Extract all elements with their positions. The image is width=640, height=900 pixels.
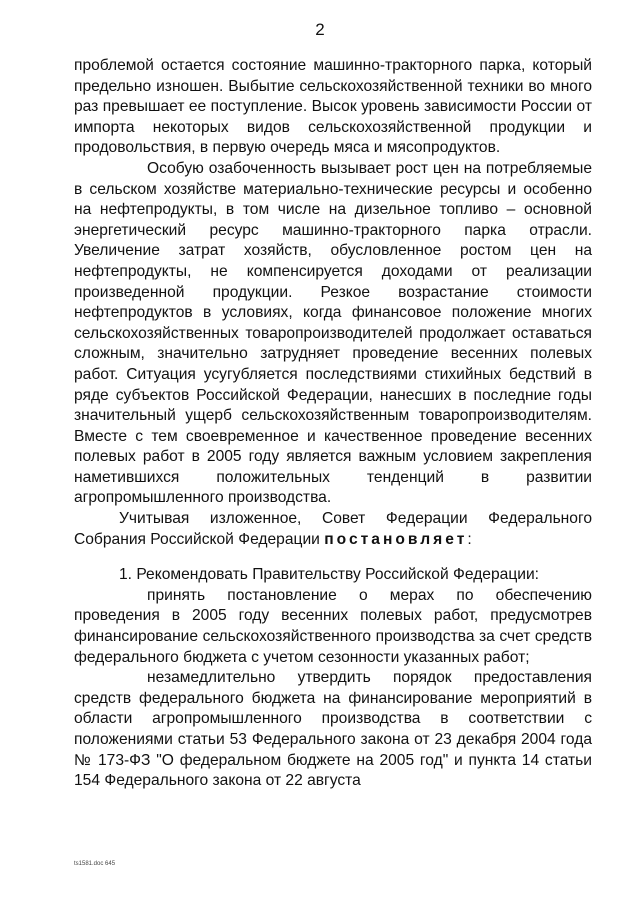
document-body bbox=[74, 56, 592, 792]
paragraph-machinery: проблемой остается состояние машинно-тракторного парка, который предельно изношен. Выбытие сельскохозяйственной техники во много раз превышает ее поступление. Высок уровень зависимости России от импорта некоторых видов сельскохозяйственной продукции и продовольствия, в первую очередь мяса и мясопродуктов. bbox=[74, 57, 592, 157]
recommendation-heading: 1. Рекомендовать Правительству Российской Федерации: bbox=[119, 566, 540, 584]
recommendation-item: незамедлительно утвердить порядок предоставления средств федерального бюджета на финансирование мероприятий в области агропромышленного производства в соответствии с положениями статьи 53 Федерального закона от 23 декабря 2004 года № 173-ФЗ "О федеральном бюджете на 2005 год" и пункта 14 статьи 154 Федерального закона от 22 августа bbox=[74, 669, 592, 790]
paragraph-fuel-prices: Особую озабоченность вызывает рост цен на потребляемые в сельском хозяйстве материально-технические ресурсы и особенно на нефтепродукты, в том числе на дизельное топливо – основной энергетический ресурс машинно-тракторного парка отрасли. Увеличение затрат хозяйств, обусловленное ростом цен на нефтепродукты, не компенсируется доходами от реализации произведенной продукции. Резкое возрастание стоимости нефтепродуктов в условиях, когда финансовое положение многих сельскохозяйственных товаропроизводителей продолжает оставаться сложным, значительно затрудняет проведение весенних полевых работ. Ситуация усугубляется последствиями стихийных бедствий в ряде субъектов Российской Федерации, нанесших в последние годы значительный ущерб сельскохозяйственным товаропроизводителям. Вместе с тем своевременное и качественное проведение весенних полевых работ в 2005 году является важным условием закрепления наметившихся положительных тенденций в развитии агропромышленного производства. bbox=[74, 159, 592, 507]
resolution-emphasis: постановляет bbox=[324, 530, 468, 548]
resolution-suffix: : bbox=[467, 530, 472, 548]
resolution-text: Учитывая изложенное, Совет Федерации Федерального Собрания Российской Федерации bbox=[74, 510, 592, 548]
footer-file-info: ts1581.doc 645 bbox=[74, 861, 116, 867]
page-number: 2 bbox=[315, 20, 325, 39]
recommendation-item: принять постановление о мерах по обеспечению проведения в 2005 году весенних полевых работ, предусмотрев финансирование сельскохозяйственного производства за счет средств федерального бюджета с учетом сезонности указанных работ; bbox=[74, 586, 592, 666]
paragraph-resolution bbox=[74, 509, 592, 550]
